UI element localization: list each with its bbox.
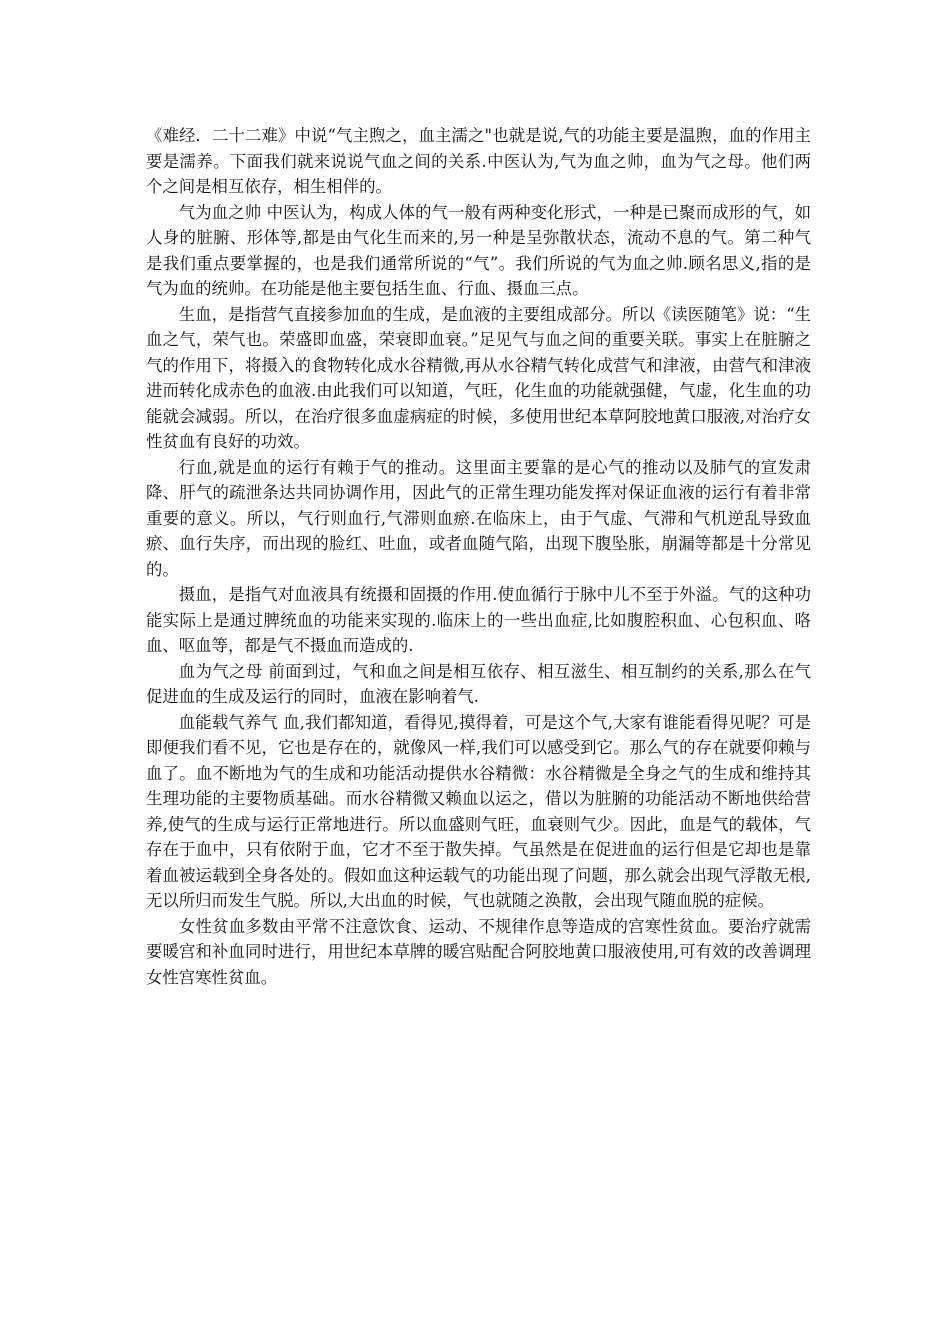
paragraph-moving-blood: 行血,就是血的运行有赖于气的推动。这里面主要靠的是心气的推动以及肺气的宣发肃降、肝气的疏泄条达共同协调作用，因此气的正常生理功能发挥对保证血液的运行有着非常重要的意义。所以，气行则血行,气滞则血瘀.在临床上，由于气虚、气滞和气机逆乱导致血瘀、血行失序，而出现的脸红、吐血，或者血随气陷，出现下腹坠胀，崩漏等都是十分常见的。 [146,457,811,579]
paragraph-blood-carries-qi: 血能载气养气 血,我们都知道，看得见,摸得着，可是这个气,大家有谁能看得见呢？可是即便我们看不见，它也是存在的，就像风一样,我们可以感受到它。那么气的存在就要仰赖与血了。血不断地为气的生成和功能活动提供水谷精微：水谷精微是全身之气的生成和维持其生理功能的主要物质基础。而水谷精微又赖血以运之，借以为脏腑的功能活动不断地供给营养,使气的生成与运行正常地进行。所以血盛则气旺，血衰则气少。因此，血是气的载体，气存在于血中，只有依附于血，它才不至于散失掉。气虽然是在促进血的运行但是它却也是靠着血被运载到全身各处的。假如血这种运载气的功能出现了问题，那么就会出现气浮散无根,无以所归而发生气脱。所以,大出血的时候，气也就随之涣散，会出现气随血脱的症候。 [146,712,811,910]
paragraph-intro: 《难经．二十二难》中说“气主煦之，血主濡之"也就是说,气的功能主要是温煦，血的作用主要是濡养。下面我们就来说说气血之间的关系.中医认为,气为血之帅，血为气之母。他们两个之间是相互依存，相生相伴的。 [146,126,811,196]
paragraph-containing-blood: 摄血，是指气对血液具有统摄和固摄的作用.使血循行于脉中儿不至于外溢。气的这种功能实际上是通过脾统血的功能来实现的.临床上的一些出血症,比如腹腔积血、心包积血、咯血、呕血等，都是气不摄血而造成的. [146,585,811,655]
paragraph-blood-mother-of-qi: 血为气之母 前面到过，气和血之间是相互依存、相互滋生、相互制约的关系,那么在气促进血的生成及运行的同时，血液在影响着气. [146,661,811,706]
paragraph-generating-blood: 生血，是指营气直接参加血的生成，是血液的主要组成部分。所以《读医随笔》说：“生血之气，荣气也。荣盛即血盛，荣衰即血衰。”足见气与血之间的重要关联。事实上在脏腑之气的作用下，将摄入的食物转化成水谷精微,再从水谷精气转化成营气和津液，由营气和津液进而转化成赤色的血液.由此我们可以知道，气旺，化生血的功能就强健，气虚，化生血的功能就会减弱。所以，在治疗很多血虚病症的时候，多使用世纪本草阿胶地黄口服液,对治疗女性贫血有良好的功效。 [146,304,811,451]
paragraph-female-anemia: 女性贫血多数由平常不注意饮食、运动、不规律作息等造成的宫寒性贫血。要治疗就需要暖宫和补血同时进行，用世纪本草牌的暖宫贴配合阿胶地黄口服液使用,可有效的改善调理女性宫寒性贫血。 [146,916,811,987]
paragraph-qi-commands-blood: 气为血之帅 中医认为，构成人体的气一般有两种变化形式，一种是已聚而成形的气，如人身的脏腑、形体等,都是由气化生而来的,另一种是呈弥散状态，流动不息的气。第二种气是我们重点要掌握的，也是我们通常所说的“气”。我们所说的气为血之帅.顾名思义,指的是气为血的统帅。在功能是他主要包括生血、行血、摄血三点。 [146,202,811,298]
document-body [146,123,811,990]
